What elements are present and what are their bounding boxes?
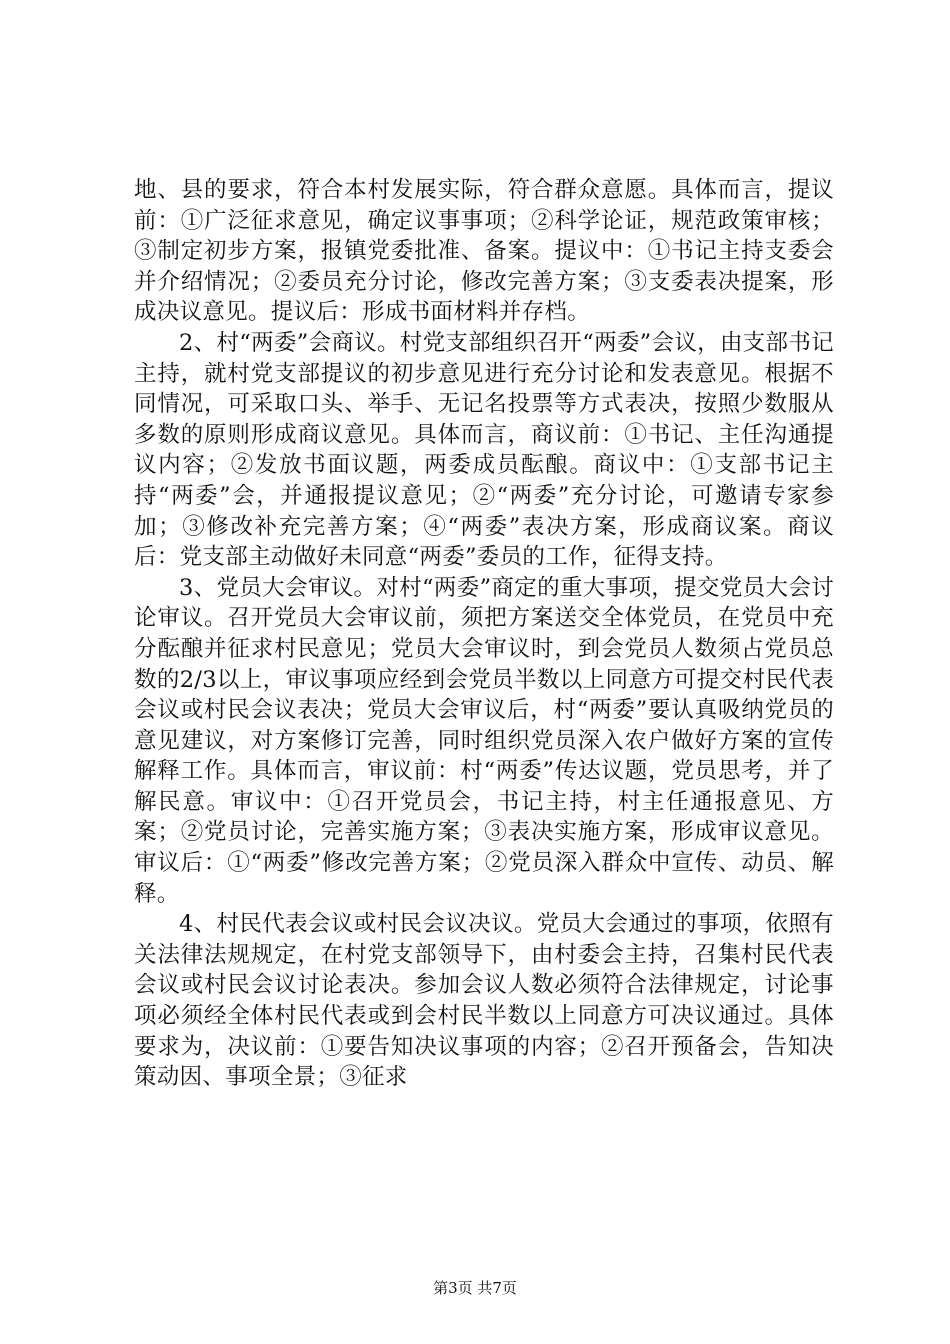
document-body [134, 175, 834, 1093]
paragraph-continuation: 地、县的要求，符合本村发展实际，符合群众意愿。具体而言，提议前：①广泛征求意见，确定议事事项；②科学论证，规范政策审核；③制定初步方案，报镇党委批准、备案。提议中：①书记主持支委会并介绍情况；②委员充分讨论，修改完善方案；③支委表决提案，形成决议意见。提议后：形成书面材料并存档。 [134, 177, 834, 326]
paragraph-two-committees-deliberation: 2、村“两委”会商议。村党支部组织召开“两委”会议，由支部书记主持，就村党支部提议的初步意见进行充分讨论和发表意见。根据不同情况，可采取口头、举手、无记名投票等方式表决，按照少数服从多数的原则形成商议意见。具体而言，商议前：①书记、主任沟通提议内容；②发放书面议题，两委成员酝酿。商议中：①支部书记主持“两委”会，并通报提议意见；②“两委”充分讨论，可邀请专家参加；③修改补充完善方案；④“两委”表决方案，形成商议案。商议后：党支部主动做好未同意“两委”委员的工作，征得支持。 [134, 329, 834, 571]
paragraph-party-member-review: 3、党员大会审议。对村“两委”商定的重大事项，提交党员大会讨论审议。召开党员大会审议前，须把方案送交全体党员，在党员中充分酝酿并征求村民意见；党员大会审议时，到会党员人数须占党员总数的2/3以上，审议事项应经到会党员半数以上同意方可提交村民代表会议或村民会议表决；党员大会审议后，村“两委”要认真吸纳党员的意见建议，对方案修订完善，同时组织党员深入农户做好方案的宣传解释工作。具体而言，审议前：村“两委”传达议题，党员思考，并了解民意。审议中：①召开党员会，书记主持，村主任通报意见、方案；②党员讨论，完善实施方案；③表决实施方案，形成审议意见。审议后：①“两委”修改完善方案；②党员深入群众中宣传、动员、解释。 [134, 574, 834, 907]
paragraph-villager-resolution: 4、村民代表会议或村民会议决议。党员大会通过的事项，依照有关法律法规规定，在村党支部领导下，由村委会主持，召集村民代表会议或村民会议讨论表决。参加会议人数必须符合法律规定，讨论事项必须经全体村民代表或到会村民半数以上同意方可决议通过。具体要求为，决议前：①要告知决议事项的内容；②召开预备会，告知决策动因、事项全景；③征求 [134, 911, 834, 1091]
page-number-footer: 第3页 共7页 [433, 1279, 517, 1297]
